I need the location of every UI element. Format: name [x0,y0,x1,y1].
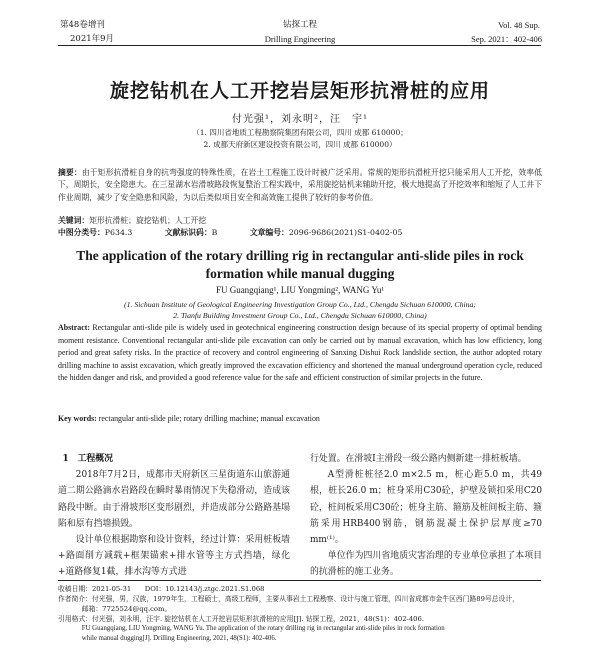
body-left-column [58,451,290,581]
doc-code-label: 文献标识码： [164,228,212,237]
paper-title-en: The application of the rotary drilling rig in rectangular anti-slide piles in rock formation while manual dugging [76,248,524,281]
doc-code-value: B [211,228,218,237]
citation-en-1: FU Guangqiang, LIU Yongming, WANG Yu. The application of the rotary drilling rig in rectangular anti-slide piles in rock formation [81,625,445,632]
footnotes [58,584,542,644]
paper-title-zh: 旋挖钻机在人工开挖岩层矩形抗滑桩的应用 [109,80,490,102]
abstract-en [58,322,542,385]
affiliation-en-2: 2. Tianfu Building Investment Group Co., Ltd., Chengdu Sichuan 610000, China) [173,311,427,320]
abstract-zh [58,167,542,204]
keywords-en [58,414,542,423]
citation-en-2: while manual dugging[J]. Drilling Engineering, 2021, 48(S1): 402-406. [81,635,277,642]
keywords-zh-text: 矩形抗滑桩；旋挖钻机；人工开挖 [89,216,207,225]
keywords-zh-label: 关键词： [58,216,90,225]
keywords-en-text: rectangular anti-slide pile; rotary drilling machine; manual excavation [98,414,320,423]
header-journal-zh: 钻探工程 [282,20,317,30]
author-bio: 作者简介：付光强，男，汉族，1979年生，工程硕士，高级工程师，主要从事岩土工程勘察、设计与施工管理，四川省成都市金牛区西门路89号总设计， [58,595,519,603]
abstract-zh-label: 摘要： [58,168,82,177]
clc-label: 中图分类号： [58,228,105,237]
body-paragraph-2: 设计单位根据勘察和设计资料，经过计算：采用桩板墙+路面削方减载+框架锚索+排水管等主方式挡墙，绿化+道路修复1截，排水沟等方式进 [58,535,290,578]
received-date: 收稿日期：2021-05-31 DOI：10.12143/j.ztgc.2021.S1.068 [58,585,265,593]
affiliation-en-1: (1. Sichuan Institute of Geological Engineering Investigation Group Co., Ltd., Chengdu Sichuan 610000, China; [123,300,477,309]
footnote-rule [58,580,541,581]
body-paragraph-1: 2018年7月2日，成都市天府新区三星街道东山旅游通道二期公路滴水岩路段在瞬时暴雨情况下失稳滑动，造成该路段中断。由于滑坡形区变形剧烈，并造成部分公路路基塌陷和原有挡墙损毁。 [58,470,290,529]
body-right-column [310,451,542,581]
abstract-en-label: Abstract: [58,323,90,332]
authors-zh: 付光强¹，刘永明²，汪 宇¹ [231,114,369,125]
abstract-en-text: Rectangular anti-slide pile is widely used in geotechnical engineering construction design because of its special property of optimal bending moment resistance. Conventional rectangular anti-slide pile excavation can only be carried out by manual excavation, which has low efficiency, long period and great safety risks. In the practice of recovery and control engineering of Sanxing Dishui Rock landslide section, the author adopted rotary drilling machine to assist excavation, which greatly improved the excavation efficiency and shortened the manual underground operation cycle, reduced the hidden danger and risk, and provided a good reference value for the safe and efficient construction of similar projects in the future. [58,323,542,383]
body-paragraph-5: 单位作为四川省地质灾害治理的专业单位承担了本项目的抗滑桩的施工业务。 [310,551,542,578]
header-date: 2021年9月 [70,34,115,44]
body-paragraph-3: 行处置。在滑坡Ⅰ主滑段一级公路内侧新建一排桩板墙。 [310,454,527,464]
article-no-value: 2096-9686(2021)S1-0402-05 [288,228,403,237]
author-email: 邮箱：7725524@qq.com。 [81,605,172,613]
keywords-zh [58,215,542,227]
article-no-label: 文章编号： [249,228,289,237]
body-paragraph-4: A型滑桩桩径2.0 m×2.5 m，桩心距5.0 m，共49根，桩长26.0 m；桩身采用C30砼，护壁及锁扣采用C20砼，桩间板采用C30砼；桩身主筋、箍筋及桩间板主筋、箍筋采用HRB400钢筋，钢筋混凝土保护层厚度≥70 mm⁽¹⁾。 [310,470,542,546]
header-vol-en: Vol. 48 Sup. [498,20,540,30]
abstract-zh-text: 由于矩形抗滑桩自身的抗弯强度的特殊性质，在岩土工程施工设计时被广泛采用。常规的矩形抗滑桩开挖只能采用人工开挖，效率低下，周期长，安全隐患大。在三星湖水岩滑坡路段恢复整治工程实践中，采用旋挖钻机来辅助开挖，极大地提高了开挖效率和缩短了人工井下作业周期，减少了安全隐患和风险，为以后类似项目安全和高效施工提供了较好的参考价值。 [58,168,542,202]
citation-zh: 引用格式：付光强，刘永明，汪宇. 旋挖钻机在人工开挖岩层矩形抗滑桩的应用[J]. 钻探工程，2021，48(S1)：402-406. [58,615,424,623]
header-pages: Sep. 2021：402-406 [471,34,542,44]
section-1-heading: 1 工程概况 [62,454,113,464]
affiliation-zh-2: 2. 成都天府新区建设投资有限公司，四川 成都 610000） [203,140,397,149]
header-volume: 第48卷增刊 [60,20,105,30]
keywords-en-label: Key words: [58,414,97,423]
classification-line [58,227,542,239]
clc-value: P634.3 [104,228,133,237]
affiliation-zh-1: （1. 四川省地质工程勘察院集团有限公司，四川 成都 610000； [192,128,408,137]
header-rule [58,45,541,46]
authors-en: FU Guangqiang¹, LIU Yongming², WANG Yu¹ [215,285,385,295]
header-journal-en: Drilling Engineering [264,34,336,44]
